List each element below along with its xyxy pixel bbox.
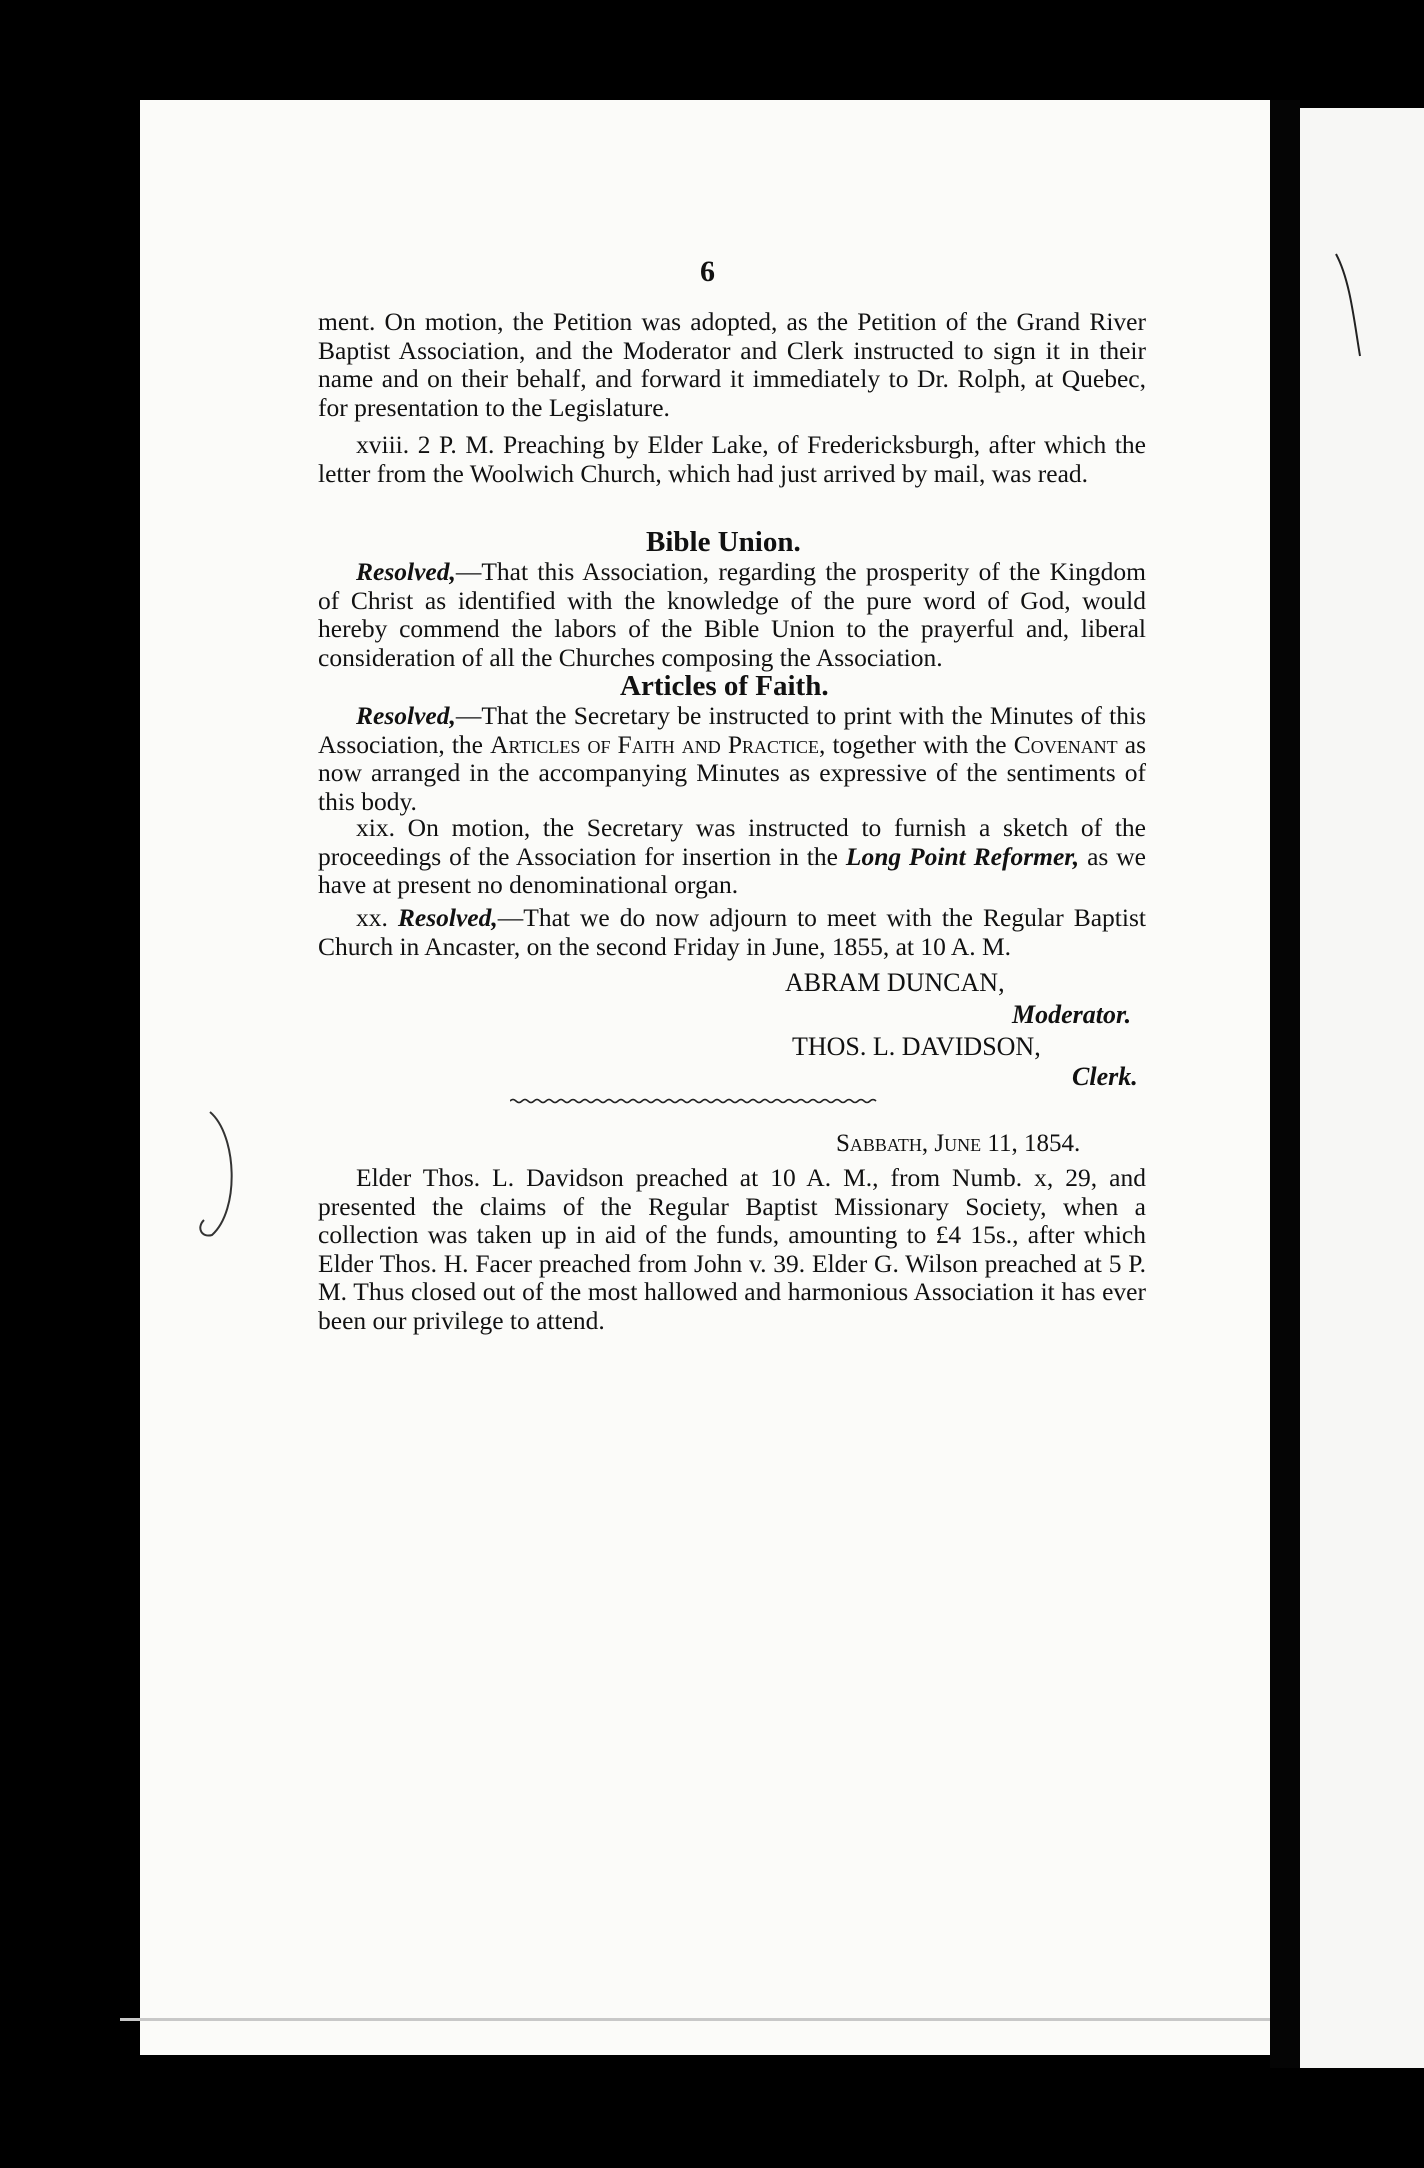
page-bottom-edge — [120, 2018, 1270, 2021]
articles-text-c: as now arranged in the accompanying Minutes as expressive of the sentiments of this body. — [318, 729, 1146, 816]
moderator-name: ABRAM DUNCAN, — [785, 968, 1005, 997]
sketch-text-b: as we have at present no denominational organ. — [318, 841, 1146, 899]
adjourn-text: —That we do now adjourn to meet with the Regular Baptist Church in Ancaster, on the second Friday in June, 1855, at 10 A. M. — [318, 903, 1146, 961]
preaching-text: xviii. 2 P. M. Preaching by Elder Lake, of Fredericksburgh, after which the letter from the Woolwich Church, which had just arrived by mail, was read. — [318, 430, 1146, 488]
margin-pencil-mark — [192, 1110, 242, 1240]
sabbath-text: Elder Thos. L. Davidson preached at 10 A. M., from Numb. x, 29, and presented the claims of the Regular Baptist Missionary Society, when a collection was taken up in aid of the funds, amounting to £4 15s., after which Elder Thos. H. Facer preached from John v. 39. Elder G. Wilson preached at 5 P. M. Thus closed out of the most hallowed and harmonious Association it has ever been our privilege to attend. — [318, 1163, 1146, 1335]
paragraph-adjourn — [318, 904, 1146, 961]
heading-articles-of-faith: Articles of Faith. — [620, 670, 829, 702]
heading-bible-union: Bible Union. — [646, 526, 801, 558]
clerk-name: THOS. L. DAVIDSON, — [792, 1032, 1041, 1061]
clerk-title: Clerk. — [1072, 1062, 1138, 1091]
paragraph-sketch — [318, 814, 1146, 900]
decorative-rule — [510, 1098, 880, 1104]
date-line — [836, 1130, 1080, 1158]
sketch-text-a: xix. On motion, the Secretary was instructed to furnish a sketch of the proceedings of the Association for insertion in the — [318, 813, 1146, 871]
resolved-label: Resolved, — [356, 701, 456, 730]
articles-small-caps: Articles of Faith and Practice — [490, 729, 820, 759]
paragraph-bible-union — [318, 558, 1146, 672]
page-number: 6 — [700, 255, 715, 288]
adjacent-page-edge — [1300, 108, 1424, 2068]
covenant-small-caps: Covenant — [1013, 729, 1118, 759]
articles-text-b: , together with the — [819, 729, 1014, 759]
margin-pencil-mark-right — [1330, 250, 1370, 360]
paragraph-articles — [318, 702, 1146, 816]
resolved-label: Resolved, — [397, 903, 498, 932]
newspaper-title: Long Point Reformer, — [845, 841, 1080, 871]
petition-text: ment. On motion, the Petition was adopted, as the Petition of the Grand River Baptist Association, and the Moderator and Clerk instructed to sign it in their name and on their behalf, and forward it immediately to Dr. Rolph, at Quebec, for presentation to the Legislature. — [318, 307, 1146, 422]
paragraph-preaching — [318, 431, 1146, 488]
moderator-title: Moderator. — [1012, 1000, 1132, 1029]
adjourn-number: xx. — [356, 903, 398, 932]
resolved-label: Resolved, — [356, 557, 456, 586]
date-text: Sabbath, June 11, 1854. — [836, 1130, 1081, 1157]
articles-text-a: —That the Secretary be instructed to print with the Minutes of this Association, the — [318, 701, 1146, 759]
page-gutter — [1270, 100, 1300, 2068]
paragraph-sabbath — [318, 1164, 1146, 1335]
bible-union-text: —That this Association, regarding the prosperity of the Kingdom of Christ as identified with the knowledge of the pure word of God, would hereby commend the labors of the Bible Union to the prayerful and, liberal consideration of all the Churches composing the Association. — [318, 557, 1146, 672]
paragraph-petition — [318, 308, 1146, 422]
